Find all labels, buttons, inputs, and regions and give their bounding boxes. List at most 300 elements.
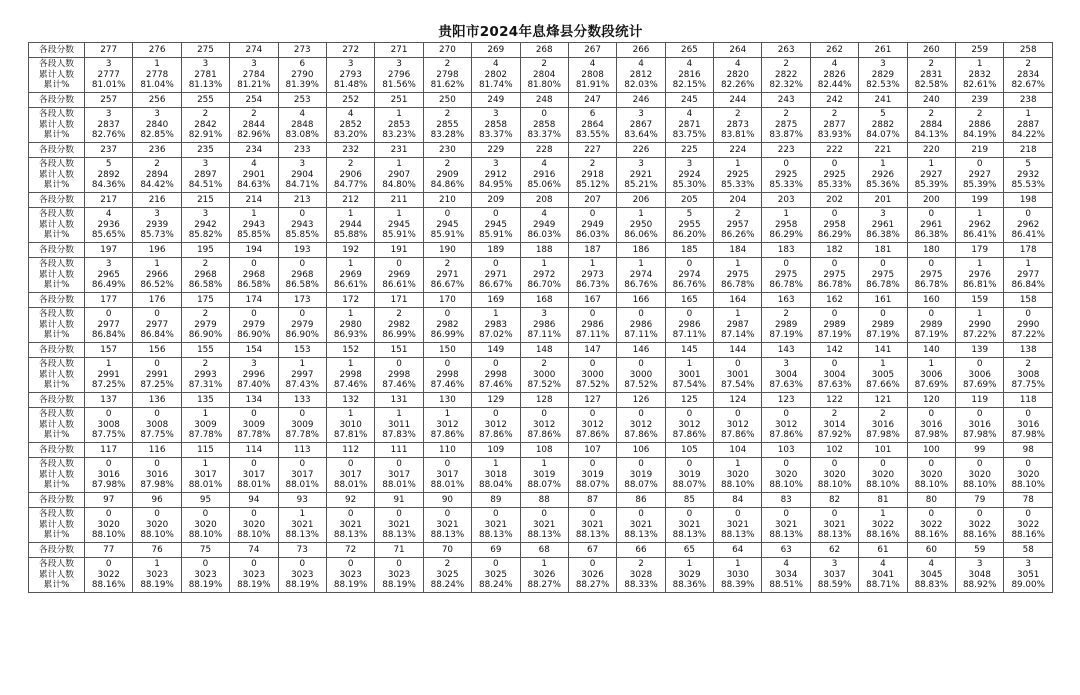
stats-cell [85, 358, 133, 393]
score-cell: 98 [1004, 443, 1053, 458]
count-value: 0 [976, 508, 983, 519]
stats-row-labels [29, 508, 85, 543]
cumulative-value: 2816 [678, 69, 701, 80]
percent-value: 86.67% [479, 280, 513, 291]
cumulative-value: 2904 [291, 169, 314, 180]
score-cell: 73 [278, 543, 326, 558]
percent-value: 85.91% [479, 230, 513, 241]
percent-value: 85.33% [721, 180, 755, 191]
stats-cell [956, 408, 1004, 443]
stats-cell [762, 208, 810, 243]
cumulative-value: 2906 [339, 169, 362, 180]
count-value: 0 [299, 408, 306, 419]
percent-value: 87.98% [962, 430, 997, 441]
stats-cell [520, 408, 568, 443]
cumulative-value: 2925 [823, 169, 846, 180]
count-value: 2 [783, 308, 789, 319]
score-cell: 129 [472, 393, 520, 408]
percent-value: 87.19% [817, 330, 852, 341]
stats-cell [423, 58, 471, 93]
cumulative-value: 2949 [533, 219, 556, 230]
count-value: 2 [734, 108, 741, 119]
percent-value: 84.36% [91, 180, 126, 191]
stats-cell [956, 58, 1004, 93]
count-label: 各段人数 [38, 158, 75, 169]
score-cell: 169 [472, 293, 520, 308]
stats-cell [665, 108, 713, 143]
score-cell: 112 [326, 443, 374, 458]
percent-value: 88.59% [817, 580, 852, 591]
cumulative-label: 累计人数 [38, 69, 75, 80]
percent-value: 84.80% [382, 180, 416, 191]
count-value: 0 [589, 208, 596, 219]
count-label: 各段人数 [38, 58, 75, 69]
percent-value: 82.61% [962, 80, 997, 91]
score-cell: 257 [85, 93, 133, 108]
score-cell: 157 [85, 343, 133, 358]
stats-cell [665, 58, 713, 93]
percent-label: 累计% [43, 580, 70, 591]
count-value: 0 [396, 558, 402, 569]
percent-value: 88.19% [237, 580, 271, 591]
score-cell: 65 [665, 543, 713, 558]
percent-value: 84.71% [285, 180, 320, 191]
score-cell: 221 [859, 143, 907, 158]
stats-row-labels [29, 58, 85, 93]
stats-cell [1004, 458, 1053, 493]
score-cell: 147 [568, 343, 616, 358]
score-row [29, 343, 1053, 358]
cumulative-value: 2829 [871, 69, 895, 80]
stats-cell [568, 108, 616, 143]
count-value: 0 [686, 508, 693, 519]
percent-value: 87.25% [140, 380, 174, 391]
cumulative-label: 累计人数 [38, 519, 75, 530]
score-cell: 209 [472, 193, 520, 208]
count-value: 4 [541, 158, 548, 169]
cumulative-value: 2842 [194, 119, 217, 130]
stats-cell [810, 258, 858, 293]
percent-value: 86.38% [914, 230, 949, 241]
cumulative-value: 3010 [339, 419, 362, 430]
stats-cell [520, 108, 568, 143]
score-cell: 185 [665, 243, 713, 258]
stats-cell [810, 208, 858, 243]
score-cell: 141 [859, 343, 907, 358]
cumulative-value: 2983 [484, 319, 508, 330]
count-value: 3 [638, 108, 644, 119]
cumulative-value: 3016 [871, 419, 895, 430]
percent-value: 83.20% [333, 130, 368, 141]
count-value: 0 [783, 158, 789, 169]
percent-value: 84.07% [866, 130, 900, 141]
cumulative-value: 2884 [920, 119, 943, 130]
percent-value: 87.54% [672, 380, 707, 391]
score-cell: 230 [423, 143, 471, 158]
percent-value: 87.52% [527, 380, 561, 391]
count-value: 3 [202, 158, 209, 169]
count-value: 0 [541, 508, 548, 519]
score-cell: 131 [375, 393, 423, 408]
stats-cell [714, 208, 762, 243]
score-cell: 262 [810, 43, 858, 58]
cumulative-value: 3012 [436, 419, 459, 430]
stats-cell [810, 358, 858, 393]
cumulative-value: 2971 [484, 269, 508, 280]
percent-label: 累计% [43, 330, 70, 341]
cumulative-value: 2855 [436, 119, 459, 130]
percent-value: 88.13% [624, 530, 658, 541]
score-cell: 126 [617, 393, 665, 408]
score-cell: 106 [617, 443, 665, 458]
stats-row [29, 308, 1053, 343]
stats-row [29, 258, 1053, 293]
stats-cell [762, 458, 810, 493]
stats-cell [278, 58, 326, 93]
cumulative-value: 3021 [823, 519, 846, 530]
percent-value: 87.86% [769, 430, 803, 441]
stats-cell [520, 458, 568, 493]
stats-cell [423, 458, 471, 493]
count-value: 0 [202, 508, 209, 519]
count-value: 0 [831, 358, 838, 369]
cumulative-value: 2986 [581, 319, 604, 330]
percent-label: 累计% [43, 530, 70, 541]
cumulative-value: 3019 [533, 469, 556, 480]
count-value: 1 [734, 458, 741, 469]
count-value: 3 [880, 208, 886, 219]
cumulative-label: 累计人数 [38, 219, 75, 230]
cumulative-value: 2820 [726, 69, 749, 80]
score-cell: 99 [956, 443, 1004, 458]
stats-cell [133, 308, 181, 343]
percent-value: 84.19% [962, 130, 997, 141]
score-row-label: 各段分数 [29, 343, 85, 358]
count-value: 3 [831, 558, 838, 569]
cumulative-value: 3021 [291, 519, 314, 530]
stats-cell [762, 158, 810, 193]
stats-cell [230, 508, 278, 543]
stats-cell [907, 508, 955, 543]
cumulative-value: 3017 [242, 469, 266, 480]
percent-value: 86.73% [575, 280, 610, 291]
score-cell: 108 [520, 443, 568, 458]
percent-value: 87.14% [721, 330, 755, 341]
cumulative-value: 2958 [823, 219, 846, 230]
stats-cell [617, 358, 665, 393]
count-value: 1 [928, 358, 935, 369]
percent-value: 88.24% [479, 580, 513, 591]
stats-cell [714, 158, 762, 193]
cumulative-label: 累计人数 [38, 569, 75, 580]
stats-row-labels [29, 108, 85, 143]
count-value: 2 [783, 108, 789, 119]
score-cell: 244 [714, 93, 762, 108]
score-cell: 154 [230, 343, 278, 358]
percent-value: 83.87% [769, 130, 803, 141]
score-cell: 184 [714, 243, 762, 258]
score-cell: 216 [133, 193, 181, 208]
count-value: 2 [202, 108, 209, 119]
percent-value: 81.62% [430, 80, 465, 91]
count-value: 1 [154, 58, 160, 69]
cumulative-value: 3030 [726, 569, 749, 580]
count-value: 1 [396, 408, 402, 419]
score-cell: 148 [520, 343, 568, 358]
score-cell: 253 [278, 93, 326, 108]
cumulative-value: 2886 [968, 119, 991, 130]
stats-row [29, 558, 1053, 593]
stats-cell [133, 158, 181, 193]
cumulative-value: 3025 [484, 569, 508, 580]
count-value: 5 [880, 108, 886, 119]
percent-value: 86.90% [237, 330, 271, 341]
stats-cell [810, 308, 858, 343]
percent-value: 88.07% [624, 480, 658, 491]
count-label: 各段人数 [38, 308, 75, 319]
stats-cell [762, 358, 810, 393]
stats-cell [617, 258, 665, 293]
count-value: 6 [299, 58, 306, 69]
count-value: 1 [251, 208, 257, 219]
stats-cell [810, 558, 858, 593]
cumulative-value: 2840 [145, 119, 169, 130]
stats-cell [859, 308, 907, 343]
cumulative-value: 3012 [484, 419, 508, 430]
percent-value: 86.52% [140, 280, 174, 291]
count-value: 1 [976, 58, 983, 69]
percent-value: 86.61% [333, 280, 368, 291]
count-value: 0 [444, 308, 451, 319]
cumulative-value: 3021 [774, 519, 798, 530]
score-cell: 81 [859, 493, 907, 508]
count-value: 3 [347, 58, 354, 69]
score-cell: 269 [472, 43, 520, 58]
cumulative-value: 2945 [387, 219, 411, 230]
score-cell: 239 [956, 93, 1004, 108]
cumulative-value: 3020 [823, 469, 846, 480]
cumulative-value: 2826 [823, 69, 846, 80]
percent-value: 87.46% [333, 380, 368, 391]
stats-cell [568, 458, 616, 493]
cumulative-value: 3004 [823, 369, 846, 380]
cumulative-value: 3000 [581, 369, 604, 380]
stats-cell [423, 108, 471, 143]
stats-cell [714, 458, 762, 493]
cumulative-value: 3009 [291, 419, 314, 430]
cumulative-value: 2949 [581, 219, 604, 230]
score-cell: 206 [617, 193, 665, 208]
score-cell: 203 [762, 193, 810, 208]
score-row-label: 各段分数 [29, 543, 85, 558]
score-cell: 233 [278, 143, 326, 158]
stats-cell [1004, 558, 1053, 593]
stats-cell [133, 558, 181, 593]
count-value: 1 [638, 258, 644, 269]
cumulative-value: 3021 [629, 519, 653, 530]
cumulative-value: 2909 [436, 169, 459, 180]
cumulative-value: 3017 [436, 469, 459, 480]
cumulative-value: 3020 [242, 519, 266, 530]
cumulative-value: 2784 [242, 69, 266, 80]
stats-cell [714, 58, 762, 93]
score-cell: 162 [810, 293, 858, 308]
count-value: 2 [444, 258, 451, 269]
score-cell: 265 [665, 43, 713, 58]
stats-cell [665, 458, 713, 493]
stats-cell [85, 58, 133, 93]
stats-cell [133, 208, 181, 243]
stats-cell [278, 358, 326, 393]
stats-cell [181, 58, 229, 93]
cumulative-value: 2979 [291, 319, 314, 330]
score-cell: 172 [326, 293, 374, 308]
percent-label: 累计% [43, 180, 70, 191]
count-value: 0 [831, 258, 838, 269]
score-cell: 124 [714, 393, 762, 408]
score-cell: 122 [810, 393, 858, 408]
percent-value: 84.42% [140, 180, 174, 191]
stats-cell [762, 508, 810, 543]
count-value: 5 [686, 208, 693, 219]
cumulative-value: 3021 [339, 519, 362, 530]
cumulative-value: 2989 [871, 319, 895, 330]
stats-cell [520, 158, 568, 193]
cumulative-value: 3023 [291, 569, 314, 580]
cumulative-value: 3012 [774, 419, 798, 430]
cumulative-value: 2858 [484, 119, 508, 130]
count-value: 4 [589, 58, 596, 69]
stats-cell [85, 458, 133, 493]
percent-value: 86.76% [672, 280, 707, 291]
stats-cell [665, 508, 713, 543]
percent-value: 88.10% [91, 530, 126, 541]
score-cell: 84 [714, 493, 762, 508]
stats-cell [956, 558, 1004, 593]
count-label: 各段人数 [38, 108, 75, 119]
score-cell: 212 [326, 193, 374, 208]
score-cell: 115 [181, 443, 229, 458]
count-value: 2 [202, 258, 209, 269]
stats-cell [907, 308, 955, 343]
percent-value: 88.83% [914, 580, 949, 591]
percent-value: 82.53% [866, 80, 900, 91]
stats-cell [472, 358, 520, 393]
cumulative-value: 3020 [871, 469, 895, 480]
percent-value: 82.32% [769, 80, 803, 91]
stats-cell [181, 108, 229, 143]
percent-value: 88.13% [672, 530, 707, 541]
cumulative-value: 2790 [291, 69, 314, 80]
count-value: 2 [396, 308, 402, 319]
count-value: 1 [154, 558, 160, 569]
cumulative-value: 2991 [97, 369, 120, 380]
count-label: 各段人数 [38, 208, 75, 219]
percent-value: 83.64% [624, 130, 658, 141]
score-cell: 123 [762, 393, 810, 408]
score-cell: 146 [617, 343, 665, 358]
percent-value: 88.13% [479, 530, 513, 541]
stats-cell [907, 108, 955, 143]
score-cell: 119 [956, 393, 1004, 408]
score-cell: 270 [423, 43, 471, 58]
score-cell: 234 [230, 143, 278, 158]
count-value: 0 [638, 508, 644, 519]
count-value: 0 [444, 358, 451, 369]
stats-cell [714, 258, 762, 293]
percent-value: 87.25% [91, 380, 126, 391]
cumulative-value: 2812 [629, 69, 653, 80]
cumulative-value: 2781 [194, 69, 217, 80]
percent-value: 86.41% [962, 230, 997, 241]
cumulative-value: 2936 [97, 219, 120, 230]
count-value: 0 [251, 408, 257, 419]
percent-value: 87.86% [479, 430, 513, 441]
percent-value: 81.04% [140, 80, 174, 91]
percent-value: 86.29% [769, 230, 803, 241]
percent-value: 86.61% [382, 280, 416, 291]
cumulative-value: 2887 [1017, 119, 1040, 130]
count-value: 0 [686, 458, 693, 469]
score-cell: 135 [181, 393, 229, 408]
count-value: 0 [493, 208, 499, 219]
score-row [29, 293, 1053, 308]
stats-cell [230, 408, 278, 443]
cumulative-value: 2982 [387, 319, 411, 330]
count-value: 0 [105, 308, 112, 319]
cumulative-value: 2968 [291, 269, 314, 280]
stats-cell [1004, 208, 1053, 243]
count-value: 1 [396, 208, 402, 219]
count-value: 0 [347, 508, 354, 519]
cumulative-value: 3016 [97, 469, 120, 480]
stats-cell [375, 158, 423, 193]
score-cell: 260 [907, 43, 955, 58]
percent-value: 87.63% [769, 380, 803, 391]
cumulative-value: 3017 [387, 469, 411, 480]
count-value: 5 [105, 158, 112, 169]
score-cell: 227 [568, 143, 616, 158]
count-value: 0 [976, 158, 983, 169]
score-cell: 264 [714, 43, 762, 58]
cumulative-value: 3017 [194, 469, 217, 480]
percent-value: 84.95% [479, 180, 513, 191]
score-cell: 173 [278, 293, 326, 308]
count-value: 5 [1025, 158, 1032, 169]
count-value: 4 [493, 58, 499, 69]
cumulative-value: 2798 [436, 69, 459, 80]
percent-value: 87.11% [672, 330, 707, 341]
cumulative-value: 3023 [145, 569, 169, 580]
stats-row [29, 458, 1053, 493]
percent-value: 85.53% [1011, 180, 1045, 191]
score-cell: 128 [520, 393, 568, 408]
percent-label: 累计% [43, 80, 70, 91]
cumulative-value: 2977 [97, 319, 120, 330]
cumulative-label: 累计人数 [38, 419, 75, 430]
count-value: 0 [105, 408, 112, 419]
score-cell: 95 [181, 493, 229, 508]
stats-cell [278, 208, 326, 243]
percent-value: 88.51% [769, 580, 803, 591]
cumulative-value: 2993 [194, 369, 217, 380]
stats-cell [472, 158, 520, 193]
score-cell: 78 [1004, 493, 1053, 508]
cumulative-value: 2975 [823, 269, 846, 280]
count-value: 1 [783, 208, 789, 219]
stats-cell [326, 208, 374, 243]
stats-cell [230, 58, 278, 93]
